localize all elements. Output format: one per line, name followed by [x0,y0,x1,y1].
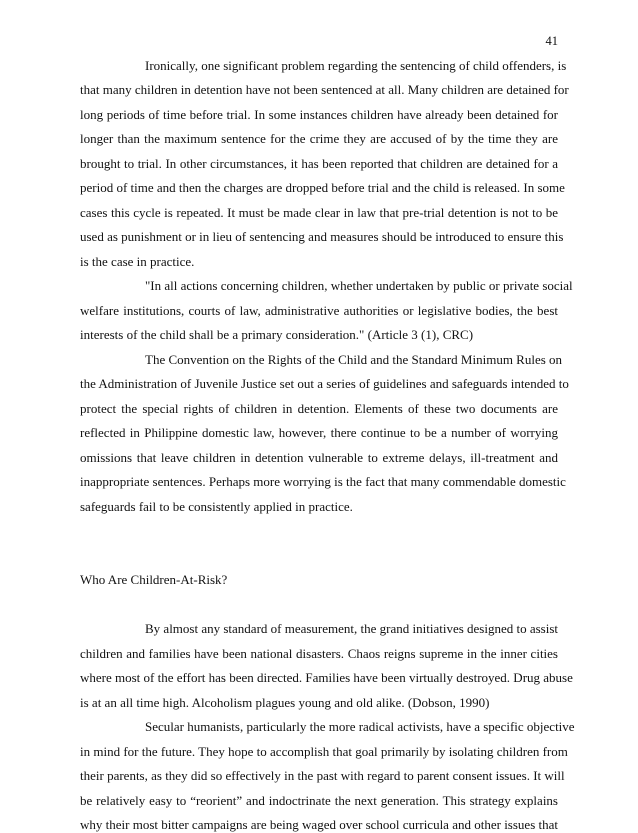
text-line: cases this cycle is repeated. It must be made clear in law that pre-trial detention is not to be [80,205,558,220]
text-line: the Administration of Juvenile Justice set out a series of guidelines and safeguards intended to [80,376,569,391]
text-line: long periods of time before trial. In some instances children have already been detained for [80,107,558,122]
text-line: where most of the effort has been directed. Families have been virtually destroyed. Drug abuse [80,670,573,685]
text-line: in mind for the future. They hope to accomplish that goal primarily by isolating children from [80,744,568,759]
text-line: safeguards fail to be consistently applied in practice. [80,499,353,514]
text-line: Ironically, one significant problem regarding the sentencing of child offenders, is [145,58,567,73]
text-line: period of time and then the charges are dropped before trial and the child is released. In some [80,180,565,195]
text-line: is the case in practice. [80,254,195,269]
page-number: 41 [545,34,558,48]
section-heading: Who Are Children-At-Risk? [80,572,228,587]
text-line: children and families have been national disasters. Chaos reigns supreme in the inner cities [80,646,558,661]
text-line: used as punishment or in lieu of sentencing and measures should be introduced to ensure this [80,229,564,244]
text-line: The Convention on the Rights of the Child and the Standard Minimum Rules on [145,352,563,367]
text-line: longer than the maximum sentence for the crime they are accused of by the time they are [80,131,558,146]
text-line: protect the special rights of children in detention. Elements of these two documents are [80,401,558,416]
text-line: their parents, as they did so effectively in the past with regard to parent consent issues. It will [80,768,565,783]
text-line: inappropriate sentences. Perhaps more worrying is the fact that many commendable domestic [80,474,566,489]
text-line: be relatively easy to “reorient” and indoctrinate the next generation. This strategy explains [80,793,558,808]
text-line: Secular humanists, particularly the more radical activists, have a specific objective [145,719,575,734]
text-line: By almost any standard of measurement, the grand initiatives designed to assist [145,621,559,636]
quote-line: welfare institutions, courts of law, administrative authorities or legislative bodies, the best [80,303,558,318]
text-line: reflected in Philippine domestic law, however, there continue to be a number of worrying [80,425,558,440]
text-line: is at an all time high. Alcoholism plagues young and old alike. (Dobson, 1990) [80,695,490,710]
quote-line: interests of the child shall be a primary consideration." (Article 3 (1), CRC) [80,327,474,342]
text-line: omissions that leave children in detention vulnerable to extreme delays, ill-treatment and [80,450,558,465]
text-line: why their most bitter campaigns are being waged over school curricula and other issues that [80,817,558,832]
text-line: brought to trial. In other circumstances, it has been reported that children are detained for a [80,156,558,171]
text-line: that many children in detention have not been sentenced at all. Many children are detained for [80,82,569,97]
quote-line: "In all actions concerning children, whether undertaken by public or private social [145,278,573,293]
